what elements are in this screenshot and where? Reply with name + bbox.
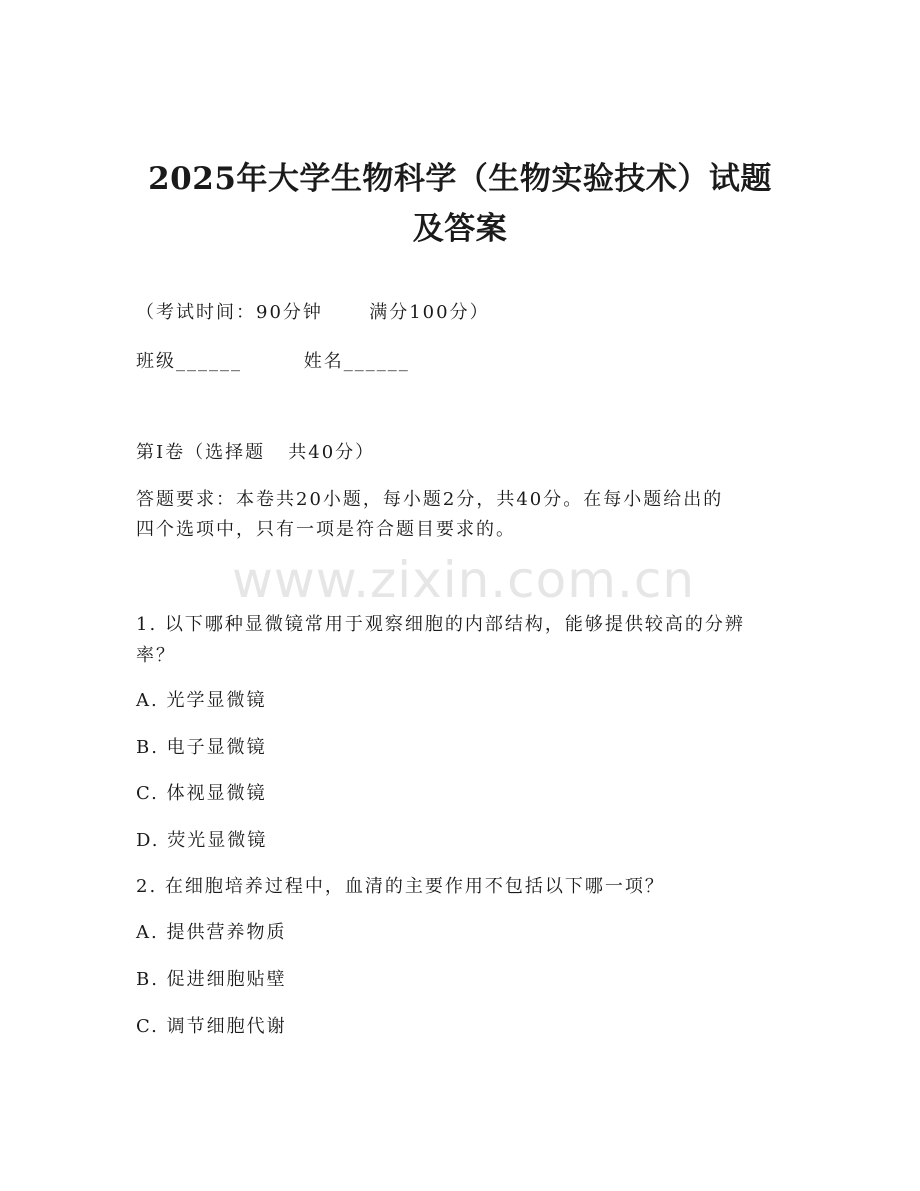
question-1-option-d: D. 荧光显微镜	[136, 830, 268, 851]
exam-info: （考试时间：90分钟 满分100分）	[136, 302, 490, 323]
question-2-option-b: B. 促进细胞贴壁	[136, 969, 287, 990]
watermark: www.zixin.com.cn	[232, 551, 696, 609]
question-2-stem-line-1: 2. 在细胞培养过程中，血清的主要作用不包括以下哪一项？	[136, 876, 665, 897]
question-1-option-a: A. 光学显微镜	[136, 690, 267, 711]
document-title-line-1: 2025年大学生物科学（生物实验技术）试题	[148, 161, 772, 197]
instructions-line-2: 四个选项中，只有一项是符合题目要求的。	[136, 519, 516, 540]
question-1-stem-line-2: 率？	[136, 645, 176, 666]
question-1-option-b: B. 电子显微镜	[136, 737, 267, 758]
class-name-fields: 班级______ 姓名______	[136, 351, 410, 372]
question-2-option-a: A. 提供营养物质	[136, 922, 287, 943]
section-heading: 第I卷（选择题 共40分）	[136, 442, 376, 463]
document-title-line-2: 及答案	[412, 211, 508, 247]
question-1-stem-line-1: 1. 以下哪种显微镜常用于观察细胞的内部结构，能够提供较高的分辨	[136, 614, 745, 635]
instructions-line-1: 答题要求：本卷共20小题，每小题2分，共40分。在每小题给出的	[136, 489, 724, 510]
question-1-option-c: C. 体视显微镜	[136, 783, 267, 804]
question-2-option-c: C. 调节细胞代谢	[136, 1016, 287, 1037]
